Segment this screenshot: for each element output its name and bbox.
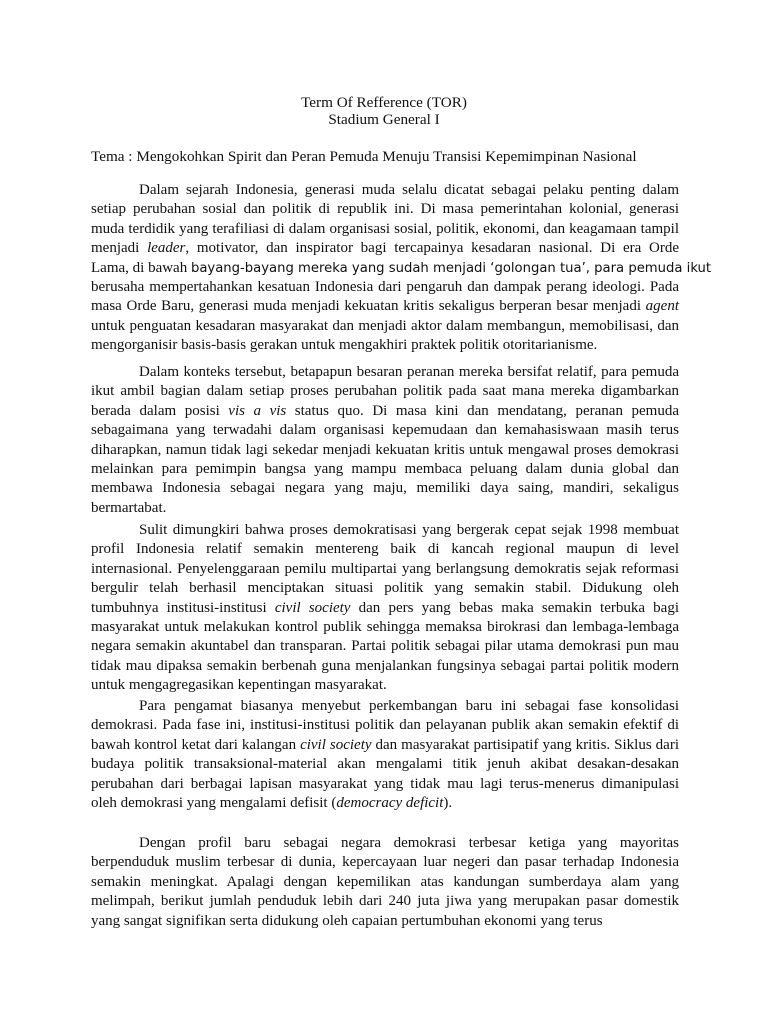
text-segment: muda terdidik yang terafiliasi di dalam organisasi sosial, politik, ekonomi, dan keagamaan tampil: [91, 220, 679, 237]
text-segment: tumbuhnya institusi-institusi: [91, 599, 275, 616]
text-line: [91, 363, 679, 382]
text-segment: bermartabat.: [91, 499, 167, 516]
text-line: [91, 560, 679, 579]
text-line: [91, 873, 679, 892]
text-line: [91, 775, 679, 794]
text-segment: Dengan profil baru sebagai negara demokrasi terbesar ketiga yang mayoritas: [139, 835, 679, 851]
text-segment: oleh demokrasi yang mengalami defisit (: [91, 794, 337, 811]
paragraph: [91, 181, 712, 356]
text-line: [91, 479, 679, 498]
text-line: [91, 912, 679, 931]
text-segment: Sulit dimungkiri bahwa proses demokratisasi yang bergerak cepat sejak 1998 membuat: [139, 522, 679, 538]
text-line: [91, 579, 679, 598]
italic-text: vis a vis: [228, 402, 287, 419]
text-segment: melainkan para pemimpin bangsa yang mampu membaca peluang dalam dunia global dan: [91, 460, 679, 477]
text-segment: membawa Indonesia sebagai negara yang maju, memiliki daya saing, mandiri, sekaligus: [91, 480, 679, 497]
text-segment: melimpah, berikut jumlah penduduk lebih dari 240 juta jiwa yang merupakan pasar domestik: [91, 893, 679, 910]
text-segment: sebagaimana yang terwadahi dalam organisasi kepemudaan dan kemahasiswaan masih terus: [91, 422, 679, 439]
paragraph: [91, 363, 679, 518]
document-subtitle: Stadium General I: [328, 111, 440, 128]
text-line: [91, 441, 679, 460]
italic-text: civil society: [274, 599, 351, 616]
text-line: [91, 460, 679, 479]
text-line: [91, 239, 679, 258]
text-segment: dan masyarakat partisipatif yang kritis. Siklus dari: [371, 736, 680, 753]
text-line: [91, 834, 679, 853]
text-segment: mengorganisir basis-basis gerakan untuk mengakhiri praktek politik otoritarianisme.: [91, 337, 598, 354]
paragraph: [91, 697, 679, 813]
text-line: [91, 220, 679, 239]
paragraph: [91, 834, 679, 931]
text-segment: Lama, di bawah: [91, 259, 191, 276]
text-line: [91, 521, 679, 540]
text-line: [91, 716, 679, 735]
text-line: [91, 540, 679, 559]
text-segment: masyarakat untuk melakukan kontrol publik sehingga memaksa birokrasi dan lembaga-lembaga: [91, 618, 679, 635]
text-segment: berusaha mempertahankan kesatuan Indonesia dari pengaruh dan dampak perang ideologi. Pada: [91, 278, 679, 295]
text-line: [91, 637, 679, 656]
text-line: [91, 421, 679, 440]
text-segment: internasional. Penyelenggaraan pemilu multipartai yang berlangsung demokratis sejak reformasi: [91, 560, 679, 577]
text-segment: bawah kontrol ketat dari kalangan: [91, 736, 301, 753]
text-line: [91, 259, 712, 278]
text-segment: untuk penguatan kesadaran masyarakat dan menjadi aktor dalam membangun, memobilisasi, dan: [91, 317, 679, 334]
italic-text: agent: [645, 298, 679, 315]
text-line: [91, 892, 679, 911]
text-segment: diharapkan, namun tidak lagi sekedar menjadi kekuatan kritis untuk mengawal proses demokrasi: [91, 441, 679, 458]
text-line: [91, 794, 679, 813]
text-segment: tidak mau dipaksa semakin berbenah guna menjalankan fungsinya sebagai partai politik modern: [91, 657, 679, 674]
text-segment: Dalam konteks tersebut, betapapun besaran peranan mereka bersifat relatif, para pemuda: [139, 364, 679, 380]
text-segment: bayang-bayang mereka yang sudah menjadi ‘golongan tua’, para pemuda ikut: [190, 260, 712, 276]
text-segment: bergulir telah berhasil menciptakan situasi politik yang semakin stabil. Didukung oleh: [91, 580, 679, 597]
italic-text: leader: [147, 240, 186, 257]
italic-text: democracy deficit: [336, 794, 444, 811]
text-segment: berada dalam posisi: [91, 402, 229, 419]
text-line: [91, 657, 679, 676]
text-line: [91, 382, 679, 401]
text-segment: , motivator, dan inspirator bagi tercapainya kesadaran nasional. Di era Orde: [185, 240, 680, 257]
text-segment: dan pers yang bebas maka semakin terbuka bagi: [350, 599, 680, 616]
text-line: [91, 853, 679, 872]
document-theme: Tema : Mengokohkan Spirit dan Peran Pemuda Menuju Transisi Kepemimpinan Nasional: [91, 148, 637, 165]
text-segment: ikut ambil bagian dalam setiap proses perubahan politik pada saat mana mereka digambarkan: [91, 383, 679, 400]
text-line: [91, 599, 679, 618]
text-segment: semakin meningkat. Apalagi dengan kepemilikan atas kandungan sumberdaya alam yang: [91, 873, 679, 890]
text-line: [91, 676, 679, 695]
text-line: [91, 297, 679, 316]
italic-text: civil society: [300, 736, 372, 753]
text-line: [91, 317, 679, 336]
text-segment: negara semakin akuntabel dan transparan. Partai politik sebagai pilar utama demokrasi pun mau: [91, 638, 679, 655]
text-line: [91, 697, 679, 716]
text-line: [91, 736, 679, 755]
text-segment: demokrasi. Pada fase ini, institusi-institusi politik dan pelayanan publik akan semakin efektif di: [91, 717, 679, 734]
text-segment: ).: [443, 794, 453, 811]
text-segment: untuk mengagregasikan kepentingan masyarakat.: [91, 677, 387, 694]
text-segment: Para pengamat biasanya menyebut perkembangan baru ini sebagai fase konsolidasi: [139, 698, 679, 714]
text-segment: yang sangat signifikan serta didukung oleh capaian pertumbuhan ekonomi yang terus: [91, 912, 603, 929]
paragraph: [91, 521, 679, 696]
text-line: [91, 278, 679, 297]
text-segment: setiap perubahan sosial dan politik di republik ini. Di masa pemerintahan kolonial, generasi: [91, 201, 679, 218]
text-line: [91, 755, 679, 774]
text-segment: status quo. Di masa kini dan mendatang, peranan pemuda: [286, 402, 679, 419]
text-segment: Dalam sejarah Indonesia, generasi muda selalu dicatat sebagai pelaku penting dalam: [139, 182, 679, 198]
text-line: [91, 618, 679, 637]
text-segment: profil Indonesia relatif semakin mentereng baik di kancah regional maupun di level: [91, 541, 679, 558]
text-segment: perubahan dari berbagai lapisan masyarakat yang tidak mau lagi terus-menerus dimanipulasi: [91, 775, 679, 792]
text-line: [91, 336, 679, 355]
text-line: [91, 200, 679, 219]
text-segment: menjadi: [91, 240, 148, 257]
text-segment: budaya politik transaksional-material akan mengalami titik jenuh akibat desakan-desakan: [91, 756, 679, 773]
text-line: [91, 499, 679, 518]
text-segment: berpenduduk muslim terbesar di dunia, kepercayaan luar negeri dan pasar terhadap Indonesia: [91, 854, 679, 871]
text-line: [91, 181, 679, 200]
text-segment: masa Orde Baru, generasi muda menjadi kekuatan kritis sekaligus berperan besar menjadi: [91, 298, 646, 315]
text-line: [91, 402, 679, 421]
document-title: Term Of Refference (TOR): [301, 94, 467, 111]
